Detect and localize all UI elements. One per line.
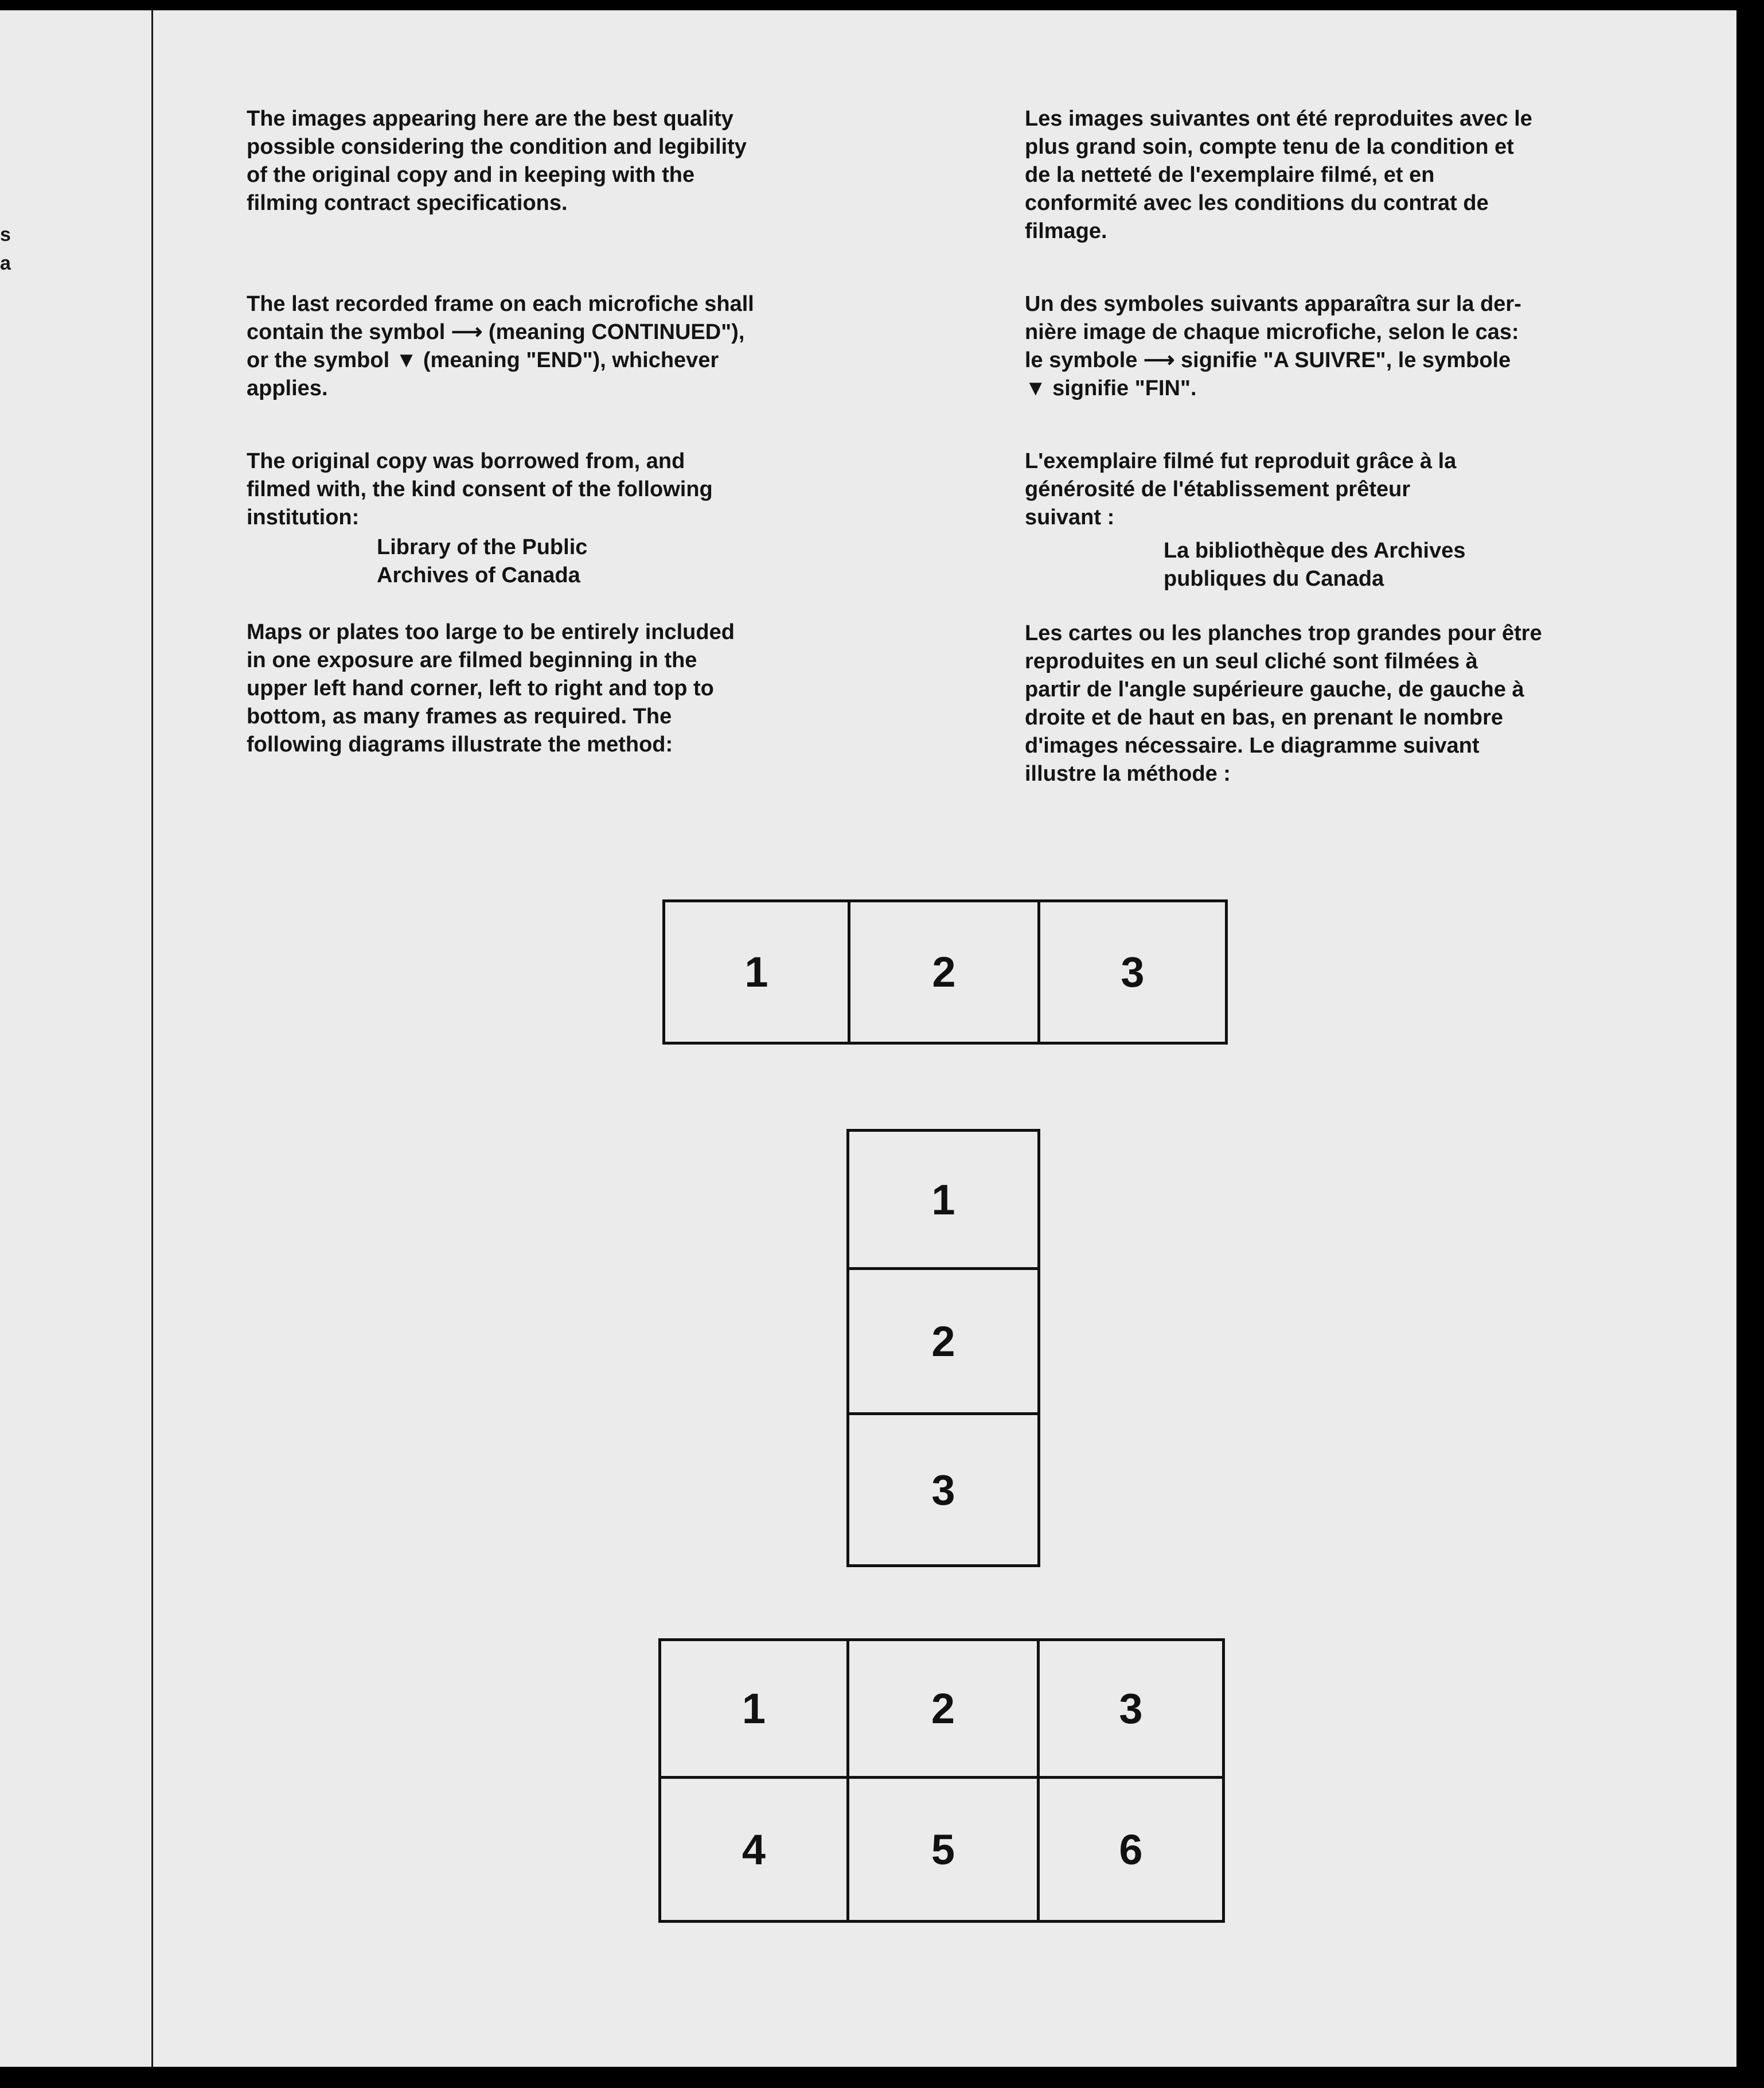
frame-cell: 6 [1119,1825,1143,1873]
french-quality-statement: Les images suivantes ont été reproduites avec le plus grand soin, compte tenu de la condition et de la netteté de l'exemplaire filmé, et en conformité avec les conditions du contrat de filmage. [1025,107,1532,243]
french-symbols-statement: Un des symboles suivants apparaîtra sur la der- nière image de chaque microfiche, selon le cas: le symbole ⟶ signifie "A SUIVRE", le symbole ▼ signifie "FIN". [1025,292,1521,400]
english-symbols-statement: The last recorded frame on each microfiche shall contain the symbol ⟶ (meaning CONTINUED"), or the symbol ▼ (meaning "END"), whichever applies. [247,292,754,400]
margin-fragment: s [0,224,11,246]
frame-cell: 1 [665,902,850,1042]
french-institution-name: La bibliothèque des Archives publiques du Canada [1164,539,1466,591]
frame-cell: 2 [849,1270,1037,1415]
english-borrowed-statement: The original copy was borrowed from, and filmed with, the kind consent of the following institution: [247,449,713,529]
diagram-grid [658,1638,1225,1923]
frame-cell: 3 [1040,1641,1222,1779]
french-maps-statement: Les cartes ou les planches trop grandes pour être reproduites en un seul cliché sont filmées à partir de l'angle supérieure gauche, de gauche à droite et de haut en bas, en prenant le nombre d'images nécessaire. Le diagramme suivant illustre la méthode : [1025,621,1542,786]
microfiche-target-page [0,10,1736,2067]
frame-cell: 2 [849,1641,1040,1779]
diagram-vertical [846,1129,1040,1567]
frame-cell: 3 [931,1466,955,1514]
frame-cell: 3 [1121,948,1145,996]
english-quality-statement: The images appearing here are the best quality possible considering the condition and legibility of the original copy and in keeping with the filming contract specifications. [247,107,747,215]
frame-cell: 2 [850,902,1040,1042]
fold-line [151,10,153,2067]
french-borrowed-statement: L'exemplaire filmé fut reproduit grâce à la générosité de l'établissement prêteur suivant : [1025,449,1457,529]
margin-fragment: a [0,252,11,274]
frame-cell: 1 [661,1641,849,1779]
diagram-horizontal [662,899,1228,1045]
frame-cell: 1 [849,1132,1037,1270]
frame-cell: 5 [849,1779,1040,1920]
english-maps-statement: Maps or plates too large to be entirely included in one exposure are filmed beginning in the upper left hand corner, left to right and top to bottom, as many frames as required. The following diagrams illustrate the method: [247,620,735,757]
frame-cell: 4 [661,1779,849,1920]
english-institution-name: Library of the Public Archives of Canada [377,535,588,587]
